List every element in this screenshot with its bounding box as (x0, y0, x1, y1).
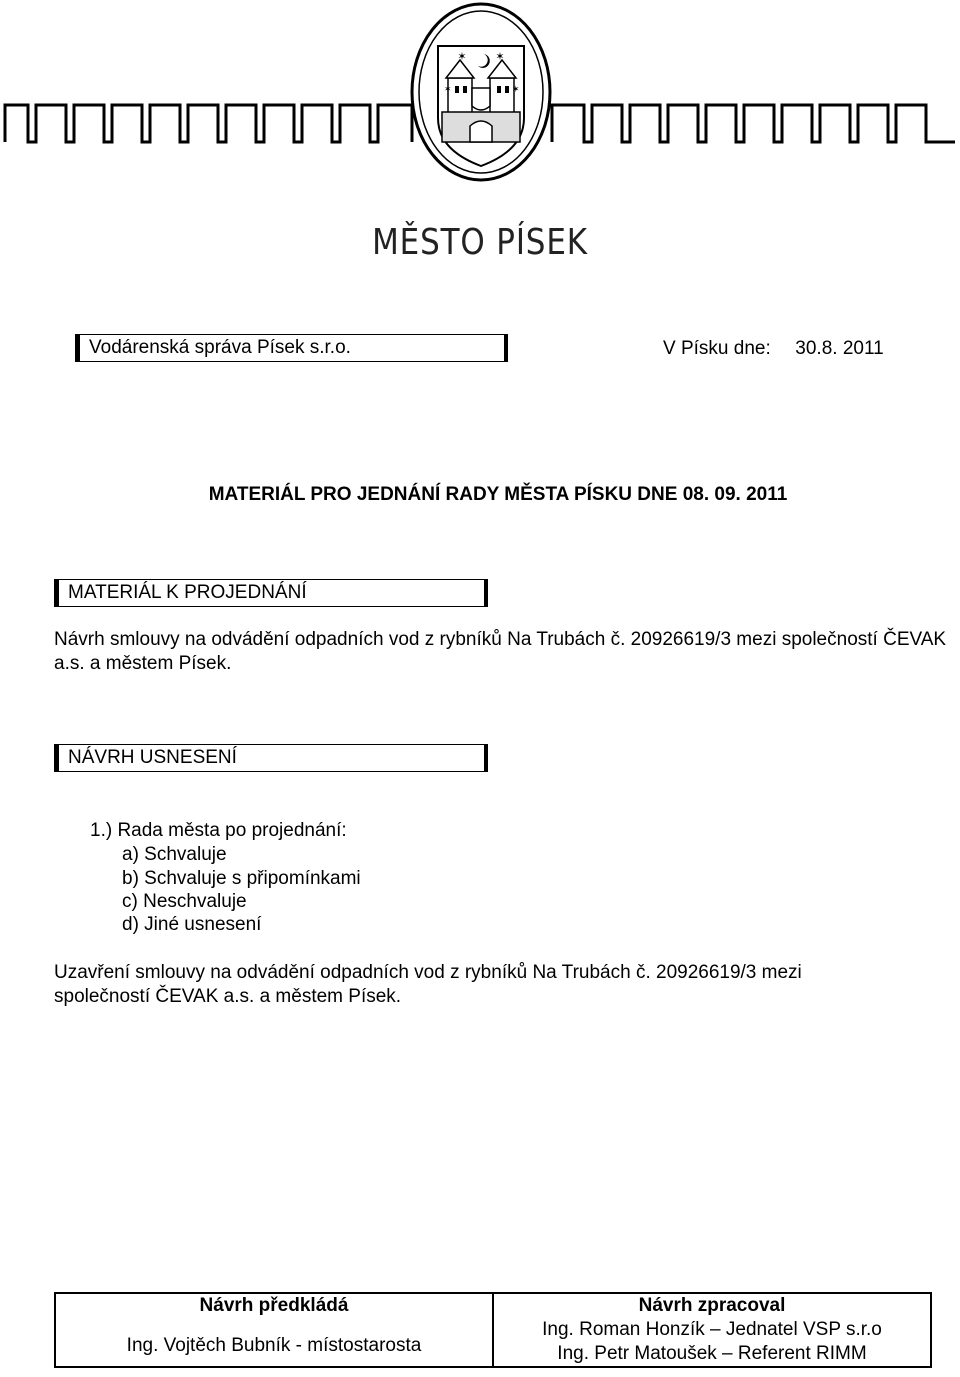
svg-text:✶: ✶ (512, 85, 520, 95)
resolution-option: a) Schvaluje (122, 844, 227, 865)
resolution-option: b) Schvaluje s připomínkami (122, 868, 361, 889)
submitter-heading: Návrh předkládá (199, 1295, 349, 1316)
coat-of-arms-icon (412, 4, 550, 180)
signature-table (54, 1292, 932, 1368)
battlement-line-right (552, 105, 955, 142)
submitter-cell (55, 1293, 493, 1367)
material-heading: MATERIÁL K PROJEDNÁNÍ (68, 582, 307, 603)
material-line: Návrh smlouvy na odvádění odpadních vod z rybníků Na Trubách č. 20926619/3 mezi společností ČEVAK (54, 629, 947, 650)
resolution-text-line: Uzavření smlouvy na odvádění odpadních vod z rybníků Na Trubách č. 20926619/3 mezi (54, 962, 802, 983)
resolution-heading: NÁVRH USNESENÍ (68, 747, 237, 768)
city-name: MĚSTO PÍSEK (372, 222, 588, 263)
header-graphic (0, 0, 960, 200)
svg-text:✶: ✶ (457, 50, 467, 63)
author-heading: Návrh zpracoval (638, 1295, 786, 1316)
date-line (663, 337, 884, 361)
resolution-intro: 1.) Rada města po projednání: (90, 820, 347, 841)
page-title: MATERIÁL PRO JEDNÁNÍ RADY MĚSTA PÍSKU DNE 08. 09. 2011 (208, 484, 788, 505)
material-line: a.s. a městem Písek. (54, 653, 232, 674)
resolution-heading-box (54, 744, 488, 772)
submitter-name: Ing. Vojtěch Bubník - místostarosta (126, 1335, 422, 1356)
svg-text:✶: ✶ (444, 85, 452, 95)
author-name: Ing. Petr Matoušek – Referent RIMM (557, 1343, 867, 1364)
recipient-box (75, 334, 508, 362)
battlement-line (5, 105, 412, 142)
recipient: Vodárenská správa Písek s.r.o. (89, 337, 351, 358)
date-label: V Písku dne: (663, 338, 771, 359)
material-heading-box (54, 579, 488, 607)
resolution-option: c) Neschvaluje (122, 891, 247, 912)
author-name: Ing. Roman Honzík – Jednatel VSP s.r.o (542, 1319, 882, 1340)
resolution-option: d) Jiné usnesení (122, 914, 262, 935)
author-cell (493, 1293, 931, 1367)
resolution-text-line: společností ČEVAK a.s. a městem Písek. (54, 986, 402, 1007)
svg-text:✶: ✶ (495, 50, 505, 63)
date-value: 30.8. 2011 (795, 338, 884, 359)
